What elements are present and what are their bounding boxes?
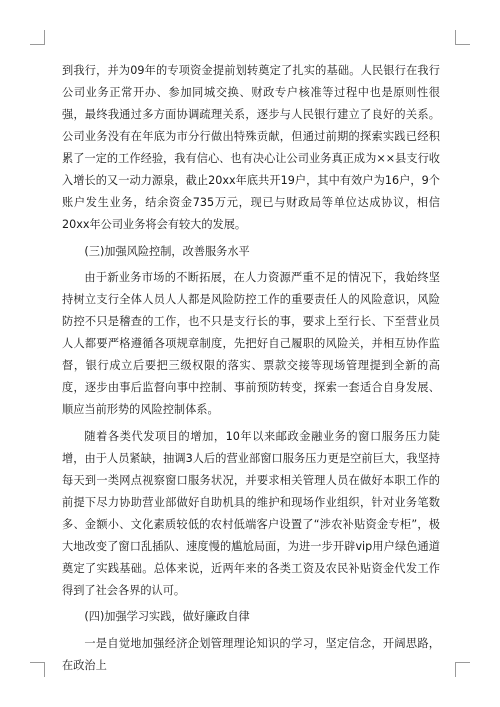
paragraph-study: 一是自觉地加强经济企划管理理论知识的学习，坚定信念，开阔思路，在政治上 (62, 636, 440, 672)
document-body (62, 60, 440, 681)
crop-mark-bottom-right (455, 662, 470, 677)
section-heading-study-practice: (四)加强学习实践，做好廉政自律 (84, 610, 250, 623)
crop-mark-top-right (455, 30, 470, 45)
section-heading-risk-control: (三)加强风险控制，改善服务水平 (84, 244, 250, 258)
paragraph-service-pressure: 随着各类代发项目的增加，10年以来邮政金融业务的窗口服务压力陡增，由于人员紧缺，抽调3人后的营业部窗口服务压力更是空前巨大，我坚持每天到一类网点视察窗口服务状况，并要求相关管理人员在做好本职工作的前提下尽力协助营业部做好自助机具的维护和现场作业组织，针对业务笔数多、金额小、文化素质较低的农村低端客户设置了“涉农补贴资金专柜”，极大地改变了窗口乱插队、速度慢的尴尬局面，为进一步开辟vip用户绿色通道奠定了实践基础。总体来说，近两年来的各类工资及农民补贴资金代发工作得到了社会各界的认可。 (62, 429, 440, 597)
crop-mark-bottom-left (30, 662, 45, 677)
paragraph-continuation: 到我行，并为09年的专项资金提前划转奠定了扎实的基础。人民银行在我行公司业务正常开办、参加同城交换、财政专户核准等过程中也是原则性很强，最终我通过多方面协调疏理关系，逐步与人民银行建立了良好的关系。公司业务没有在年底为市分行做出特殊贡献，但通过前期的探索实践已经积累了一定的工作经验，我有信心、也有决心让公司业务真正成为××县支行收入增长的又一动力源泉，截止20xx年底共开19户，其中有效户为16户，9个账户发生业务，结余资金735万元，现已与财政局等单位达成协议，相信20xx年公司业务将会有较大的发展。 (62, 64, 440, 231)
paragraph-risk-control: 由于新业务市场的不断拓展，在人力资源严重不足的情况下，我始终坚持树立支行全体人员人人都是风险防控工作的重要责任人的风险意识，风险防控不只是稽查的工作，也不只是支行长的事，要求上至行长、下至营业员人人都要严格遵循各项规章制度，先把好自己履职的风险关，并相互协作监督，银行成立后要把三级权限的落实、票款交接等现场管理提到全新的高度，逐步由事后监督向事中控制、事前预防转变，探索一套适合自身发展、顺应当前形势的风险控制体系。 (62, 271, 440, 416)
crop-mark-top-left (30, 30, 45, 45)
